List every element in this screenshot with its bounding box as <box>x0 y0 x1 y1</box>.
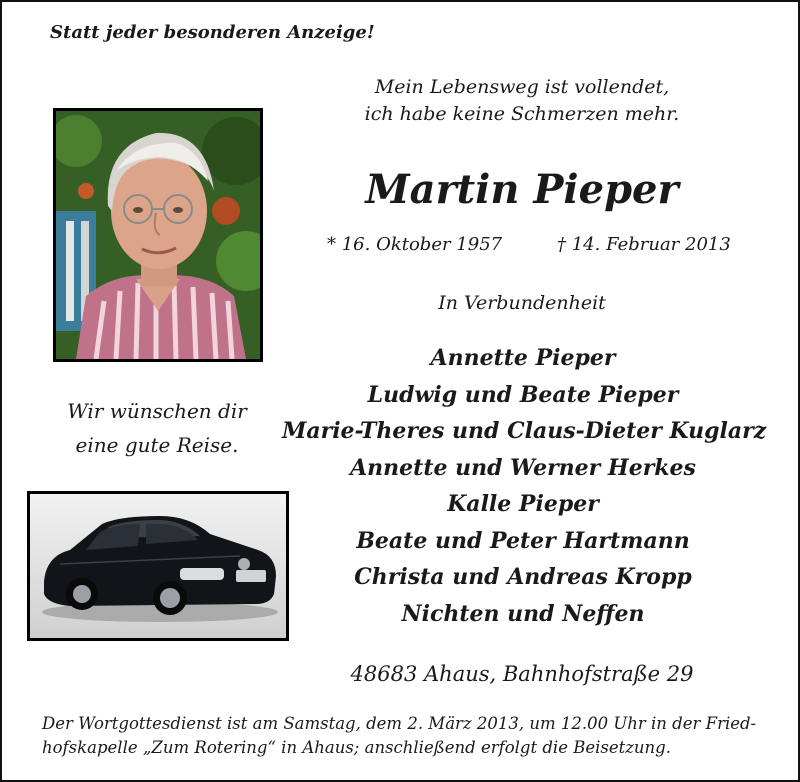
birth-date: * 16. Oktober 1957 <box>327 234 503 255</box>
mourner-name: Annette Pieper <box>430 345 616 371</box>
address: 48683 Ahaus, Bahnhofstraße 29 <box>350 662 694 686</box>
service-info <box>42 712 772 760</box>
mourner-name: Beate und Peter Hartmann <box>356 527 690 554</box>
service-info-line-2: hofskapelle „Zum Rotering“ in Ahaus; anschließend erfolgt die Beisetzung. <box>42 738 671 757</box>
service-info-line-1: Der Wortgottesdienst ist am Samstag, dem 2. März 2013, um 12.00 Uhr in der Fried- <box>42 714 757 733</box>
bond-text: In Verbundenheit <box>438 292 606 314</box>
mourner-name: Ludwig und Beate Pieper <box>367 381 679 408</box>
header-text: Statt jeder besonderen Anzeige! <box>50 22 375 43</box>
farewell-wish <box>42 394 272 462</box>
quote <box>302 74 742 128</box>
mourner-name: Nichten und Neffen <box>401 600 645 627</box>
quote-line-2: ich habe keine Schmerzen mehr. <box>364 103 680 125</box>
portrait-photo <box>53 108 263 362</box>
wish-line-1: Wir wünschen dir <box>67 399 247 423</box>
mourner-name: Annette und Werner Herkes <box>350 454 696 481</box>
deceased-name: Martin Pieper <box>365 166 679 213</box>
quote-line-1: Mein Lebensweg ist vollendet, <box>374 76 670 98</box>
mourner-name: Christa und Andreas Kropp <box>354 564 692 590</box>
mourner-name: Kalle Pieper <box>447 491 599 517</box>
mourners-list <box>282 340 767 632</box>
death-date: † 14. Februar 2013 <box>557 234 731 255</box>
mourner-name: Marie-Theres und Claus-Dieter Kuglarz <box>282 418 767 444</box>
wish-line-2: eine gute Reise. <box>75 433 239 457</box>
car-photo <box>27 491 289 641</box>
